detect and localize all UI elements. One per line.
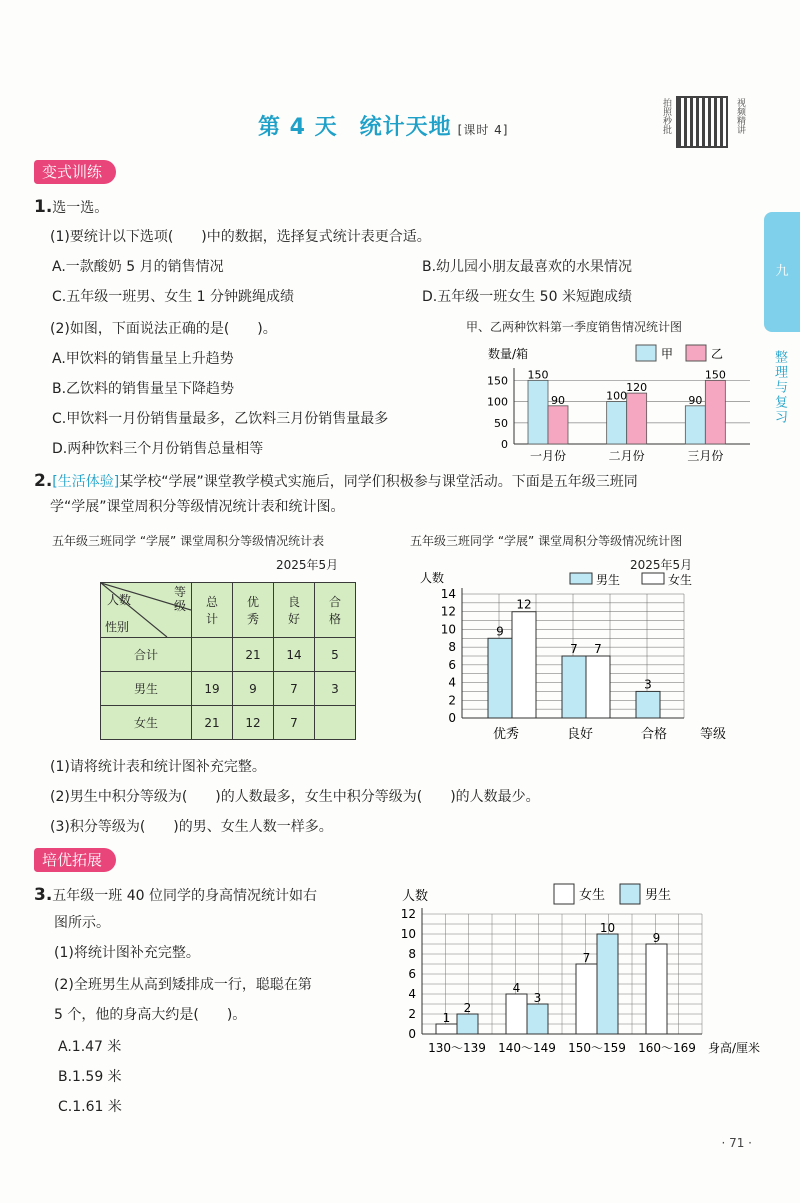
x-axis-label: 身高/厘米: [708, 1041, 761, 1055]
q1-stem-text: 选一选。: [52, 200, 109, 216]
y-tick-label: 10: [400, 927, 416, 941]
q2-tag: [生活体验]: [52, 474, 120, 490]
grade-chart: [420, 566, 730, 746]
legend-swatch: [554, 884, 574, 904]
col-header-excellent-2: 秀: [246, 612, 259, 626]
legend-label: 甲: [661, 347, 674, 361]
table-cell: 19: [192, 672, 233, 706]
legend-label: 女生: [579, 888, 606, 903]
col-header-good-1: 良: [287, 595, 300, 609]
table-cell: 12: [233, 706, 274, 740]
q3-option-b[interactable]: B.1.59 米: [58, 1069, 122, 1085]
q2-number: 2.: [34, 471, 53, 491]
bar: [586, 656, 610, 718]
q3-stem-line1: [34, 886, 317, 905]
y-axis-label: 人数: [420, 571, 445, 585]
y-tick-label: 100: [487, 395, 508, 409]
height-chart: [384, 880, 764, 1060]
x-tick-label: 140～149: [498, 1041, 556, 1055]
col-header-total: [192, 583, 233, 638]
table-row: [101, 638, 356, 672]
chapter-tab[interactable]: 九: [764, 212, 800, 332]
x-axis-label: 等级: [700, 727, 727, 742]
data-label: 12: [516, 597, 532, 612]
qr-right-text: 视频精讲: [735, 98, 745, 134]
y-tick-label: 12: [400, 907, 416, 921]
col-header-pass: [315, 583, 356, 638]
col-header-pass-1: 合: [328, 595, 341, 609]
data-label: 7: [570, 642, 578, 656]
page-title: [258, 110, 508, 141]
data-label: 7: [594, 642, 602, 656]
corner-bottom: 性别: [105, 620, 130, 634]
table-cell: 14: [274, 638, 315, 672]
bar: [607, 402, 627, 444]
y-tick-label: 50: [494, 416, 508, 430]
legend-swatch: [686, 345, 706, 361]
x-tick-label: 二月份: [608, 449, 645, 463]
chart2-title: 五年级三班同学 “学展” 课堂周积分等级情况统计图: [410, 534, 683, 548]
x-tick-label: 合格: [640, 727, 668, 742]
data-label: 100: [606, 389, 628, 403]
qr-code-icon[interactable]: [676, 96, 728, 148]
y-tick-label: 8: [408, 947, 416, 961]
bar: [488, 638, 512, 718]
table-cell: 21: [192, 706, 233, 740]
table-cell: 3: [315, 672, 356, 706]
col-header-total-1: 总: [205, 595, 218, 609]
table-date: 2025年5月: [276, 558, 339, 572]
q3-option-c[interactable]: C.1.61 米: [58, 1099, 122, 1115]
col-header-excellent: [233, 583, 274, 638]
table-corner-cell: [101, 583, 192, 638]
q3-part2-line2: 5 个，他的身高大约是( )。: [54, 1007, 247, 1023]
q2-stem-line2: 学“学展”课堂周积分等级情况统计表和统计图。: [50, 499, 345, 515]
q1-option-d[interactable]: D.五年级一班女生 50 米短跑成绩: [422, 289, 632, 305]
q3-part1: (1)将统计图补充完整。: [54, 945, 200, 961]
y-tick-label: 0: [408, 1027, 416, 1041]
beverage-sales-chart: [470, 336, 760, 464]
corner-mid: 人数: [107, 593, 132, 607]
data-label: 9: [496, 624, 504, 639]
q2-sub1: (1)请将统计表和统计图补充完整。: [50, 759, 266, 775]
legend-label: 男生: [596, 573, 621, 587]
data-label: 7: [582, 951, 591, 965]
x-tick-label: 良好: [566, 727, 594, 742]
y-tick-label: 150: [487, 374, 508, 388]
y-tick-label: 0: [448, 711, 456, 725]
legend-label: 女生: [668, 573, 693, 587]
table-cell: 21: [233, 638, 274, 672]
data-label: 2: [463, 1001, 472, 1015]
bar: [705, 380, 725, 444]
bar: [576, 964, 597, 1034]
y-tick-label: 4: [448, 675, 456, 690]
q1-part2: (2)如图，下面说法正确的是( )。: [50, 321, 277, 337]
table-title: 五年级三班同学 “学展” 课堂周积分等级情况统计表: [52, 534, 325, 548]
x-tick-label: 优秀: [492, 727, 520, 742]
q3-stem-text: 五年级一班 40 位同学的身高情况统计如右: [52, 888, 318, 904]
bar: [527, 1004, 548, 1034]
y-tick-label: 2: [408, 1007, 416, 1021]
q2-sub3: (3)积分等级为( )的男、女生人数一样多。: [50, 819, 333, 835]
legend-label: 乙: [711, 347, 724, 361]
qr-left-text: 拍照秒批: [661, 98, 671, 134]
table-cell: 9: [233, 672, 274, 706]
section-practice: 变式训练: [34, 160, 116, 184]
x-tick-label: 130～139: [428, 1041, 486, 1055]
q1-p2-option-a[interactable]: A.甲饮料的销售量呈上升趋势: [52, 351, 234, 367]
q2-sub2: (2)男生中积分等级为( )的人数最多，女生中积分等级为( )的人数最少。: [50, 789, 540, 805]
table-header-row: [101, 583, 356, 638]
y-tick-label: 14: [440, 587, 456, 601]
q1-number: 1.: [34, 197, 53, 217]
corner-top: 等级: [173, 585, 186, 613]
bar: [436, 1024, 457, 1034]
data-label: 150: [527, 368, 549, 382]
q2-stem-line1: [34, 472, 638, 491]
q3-option-a[interactable]: A.1.47 米: [58, 1039, 122, 1055]
y-tick-label: 12: [440, 604, 456, 619]
chapter-label: 整理与复习: [772, 350, 787, 425]
row-label: 女生: [101, 706, 192, 740]
q1-part1: (1)要统计以下选项( )中的数据，选择复式统计表更合适。: [50, 229, 431, 245]
y-axis-label: 数量/箱: [488, 347, 529, 361]
section-advanced: 培优拓展: [34, 848, 116, 872]
data-label: 90: [688, 393, 703, 407]
data-label: 3: [644, 677, 652, 692]
chart1-title: 甲、乙两种饮料第一季度销售情况统计图: [466, 320, 683, 334]
x-tick-label: 一月份: [529, 449, 567, 463]
q3-stem-line2: 图所示。: [54, 915, 110, 931]
table-cell[interactable]: [315, 706, 356, 740]
table-cell[interactable]: [192, 638, 233, 672]
col-header-pass-2: 格: [328, 612, 341, 626]
page-number: · 71 ·: [721, 1136, 752, 1150]
data-label: 120: [626, 381, 648, 395]
y-tick-label: 6: [408, 967, 416, 981]
legend-swatch: [620, 884, 640, 904]
col-header-good-2: 好: [287, 612, 300, 626]
x-tick-label: 150～159: [568, 1041, 626, 1055]
x-tick-label: 160～169: [638, 1041, 696, 1055]
bar: [597, 934, 618, 1034]
bar: [562, 656, 586, 718]
q1-option-c[interactable]: C.五年级一班男、女生 1 分钟跳绳成绩: [52, 289, 295, 305]
table-cell: 5: [315, 638, 356, 672]
q1-p2-option-c[interactable]: C.甲饮料一月份销售量最多，乙饮料三月份销售量最多: [52, 411, 389, 427]
bar: [528, 380, 548, 444]
legend-label: 男生: [645, 888, 672, 903]
q3-part2-line1: (2)全班男生从高到矮排成一行，聪聪在第: [54, 977, 312, 993]
title-topic: 统计天地: [359, 115, 452, 140]
col-header-good: [274, 583, 315, 638]
row-label: 合计: [101, 638, 192, 672]
bar: [506, 994, 527, 1034]
bar: [646, 944, 667, 1034]
row-label: 男生: [101, 672, 192, 706]
data-label: 150: [704, 368, 726, 382]
bar: [685, 406, 705, 444]
stat-table: [100, 582, 356, 740]
q3-number: 3.: [34, 885, 53, 905]
y-tick-label: 6: [448, 657, 456, 672]
bar: [627, 393, 647, 444]
legend-swatch: [642, 573, 664, 584]
table-row: [101, 706, 356, 740]
chart2-date: 2025年5月: [630, 558, 693, 572]
col-header-total-2: 计: [205, 612, 218, 626]
data-label: 90: [551, 393, 565, 407]
y-tick-label: 8: [448, 640, 456, 655]
q1-option-a[interactable]: A.一款酸奶 5 月的销售情况: [52, 259, 224, 275]
table-row: [101, 672, 356, 706]
col-header-excellent-1: 优: [246, 595, 259, 609]
data-label: 4: [512, 981, 521, 995]
data-label: 3: [533, 991, 542, 1005]
bar: [512, 612, 536, 718]
q1-stem: [34, 198, 108, 217]
lesson-tag: [课时 4]: [457, 123, 509, 137]
y-tick-label: 2: [448, 693, 456, 708]
legend-swatch: [570, 573, 592, 584]
data-label: 1: [442, 1011, 451, 1025]
title-day: 第 4 天: [258, 115, 338, 140]
q1-p2-option-b[interactable]: B.乙饮料的销售量呈下降趋势: [52, 381, 235, 397]
table-cell: 7: [274, 706, 315, 740]
y-tick-label: 10: [440, 622, 456, 637]
y-tick-label: 0: [501, 438, 508, 451]
bar: [457, 1014, 478, 1034]
q2-stem-text: 某学校“学展”课堂教学模式实施后，同学们积极参与课堂活动。下面是五年级三班同: [119, 474, 638, 490]
q1-option-b[interactable]: B.幼儿园小朋友最喜欢的水果情况: [422, 259, 633, 275]
bar: [548, 406, 568, 444]
legend-swatch: [636, 345, 656, 361]
data-label: 9: [652, 931, 661, 945]
y-tick-label: 4: [408, 987, 416, 1001]
data-label: 10: [599, 921, 616, 935]
bar: [636, 691, 660, 718]
x-tick-label: 三月份: [687, 449, 724, 463]
q1-p2-option-d[interactable]: D.两种饮料三个月份销售总量相等: [52, 441, 264, 457]
y-axis-label: 人数: [402, 889, 429, 904]
table-cell: 7: [274, 672, 315, 706]
